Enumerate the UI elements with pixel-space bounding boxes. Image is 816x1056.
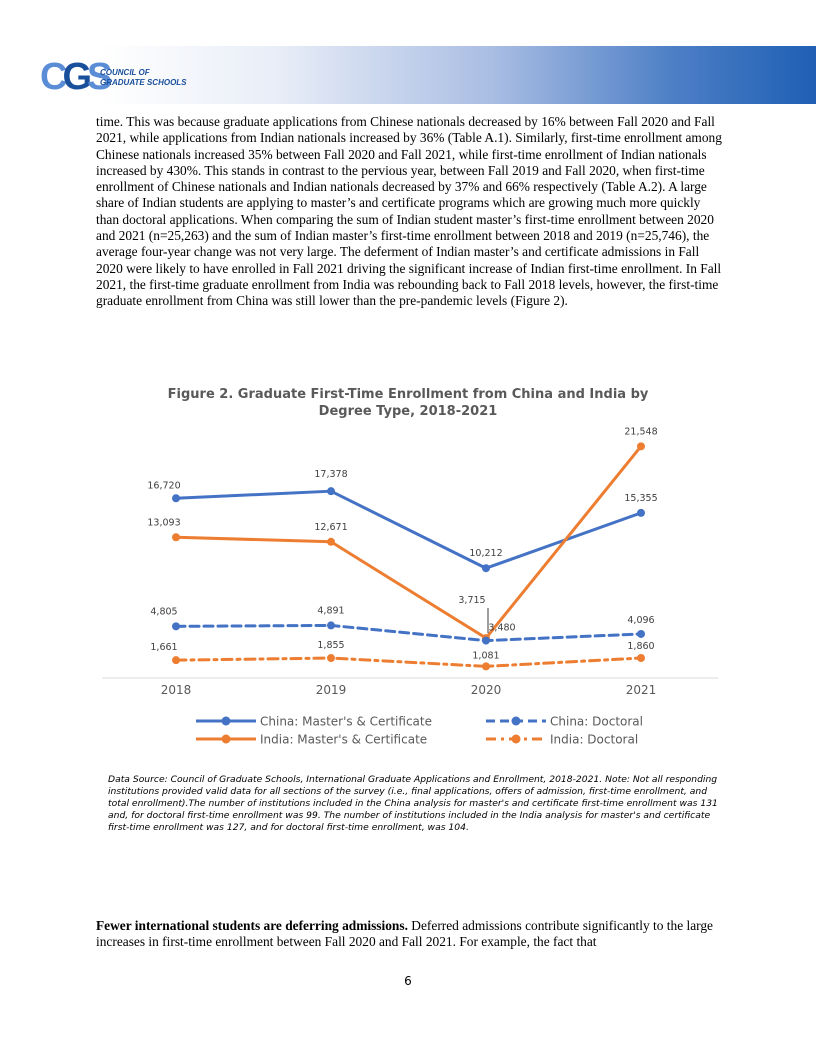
x-tick-label-2018: 2018 xyxy=(160,683,192,697)
data-label-s2-2: 3,480 xyxy=(488,622,516,634)
data-label-s3-0: 1,661 xyxy=(150,642,178,654)
data-point-s3-3 xyxy=(637,654,645,662)
data-label-s0-0: 16,720 xyxy=(147,480,181,492)
logo-line-1: COUNCIL OF xyxy=(100,68,150,77)
data-point-s2-0 xyxy=(172,622,180,630)
series-line-3 xyxy=(176,658,641,666)
x-tick-label-2021: 2021 xyxy=(625,683,657,697)
data-point-s3-0 xyxy=(172,656,180,664)
chart-title: Figure 2. Graduate First-Time Enrollment from China and India by Degree Type, 2018-2021 xyxy=(167,387,649,419)
paragraph-deferring-admissions xyxy=(96,918,722,951)
series-line-0 xyxy=(176,491,641,568)
data-point-s0-3 xyxy=(637,509,645,517)
data-point-s0-2 xyxy=(482,564,490,572)
data-point-s1-3 xyxy=(637,442,645,450)
paragraph-body: Deferred admissions contribute significantly to the large increases in first-time enrollment between Fall 2020 and Fall 2021. For example, the fact that xyxy=(96,918,714,950)
data-label-s2-3: 4,096 xyxy=(627,614,655,626)
data-label-s2-0: 4,805 xyxy=(150,606,178,618)
legend-swatch-marker-3 xyxy=(512,735,521,744)
data-label-s1-0: 13,093 xyxy=(147,517,181,529)
data-point-s1-0 xyxy=(172,533,180,541)
data-label-s0-3: 15,355 xyxy=(624,492,658,504)
paragraph-lead-heading: Fewer international students are deferring admissions. xyxy=(96,918,408,933)
series-line-2 xyxy=(176,622,641,640)
data-label-s0-1: 17,378 xyxy=(314,469,348,481)
series-line-1 xyxy=(176,446,641,638)
data-point-s1-1 xyxy=(327,538,335,546)
legend-swatch-marker-2 xyxy=(512,717,521,726)
data-point-s0-1 xyxy=(327,487,335,495)
data-point-s3-1 xyxy=(327,654,335,662)
data-point-s2-3 xyxy=(637,630,645,638)
legend-label-1: India: Master's & Certificate xyxy=(260,732,428,747)
x-tick-label-2019: 2019 xyxy=(315,683,347,697)
legend-label-3: India: Doctoral xyxy=(550,732,639,747)
data-label-s2-1: 4,891 xyxy=(317,605,345,617)
cgs-logo-mark: CGS xyxy=(40,56,108,98)
data-label-s1-1: 12,671 xyxy=(314,521,348,533)
data-point-s3-2 xyxy=(482,662,490,670)
legend-swatch-marker-1 xyxy=(222,735,231,744)
logo-line-2: GRADUATE SCHOOLS xyxy=(100,78,187,87)
data-label-s0-2: 10,212 xyxy=(469,548,503,560)
legend-swatch-marker-0 xyxy=(222,717,231,726)
data-label-s1-2: 3,715 xyxy=(458,595,486,607)
data-source-note: Data Source: Council of Graduate Schools, International Graduate Applications and Enrollment, 2018-2021. Note: Not all responding institutions provided valid data for all sections of the survey (i.e., final applications, offers of admission, first-time enrollment, and total enrollment).The number of institutions included in the China analysis for master's and certificate first-time enrollment was 131 and, for doctoral first-time enrollment was 99. The number of institutions included in the India analysis for master's and certificate first-time enrollment was 127, and for doctoral first-time enrollment, was 104. xyxy=(108,774,718,833)
body-paragraph: time. This was because graduate applications from Chinese nationals decreased by 16% between Fall 2020 and Fall 2021, while applications from Indian nationals increased by 36% (Table A.1). Similarly, first-time enrollment among Chinese nationals increased 35% between Fall 2020 and Fall 2021, while first-time enrollment of Indian nationals increased by 430%. This stands in contrast to the pervious year, between Fall 2019 and Fall 2020, when first-time enrollment of Chinese nationals and Indian nationals decreased by 37% and 66% respectively (Table A.2). A large share of Indian students are applying to master’s and certificate programs which are growing much more quickly than doctoral applications. When comparing the sum of Indian student master’s first-time enrollment between 2020 and 2021 (n=25,263) and the sum of Indian master’s first-time enrollment between 2018 and 2019 (n=25,746), the average four-year change was not very large. The deferment of Indian master’s and certificate admissions in Fall 2020 were likely to have enrolled in Fall 2021 driving the significant increase of Indian first-time enrollment. In Fall 2021, the first-time graduate enrollment from India was rebounding back to Fall 2018 levels, however, the first-time graduate enrollment from China was still lower than the pre-pandemic levels (Figure 2). xyxy=(96,114,722,309)
page-number: 6 xyxy=(404,974,412,988)
data-point-s2-2 xyxy=(482,637,490,645)
legend-label-2: China: Doctoral xyxy=(550,714,643,729)
data-point-s2-1 xyxy=(327,621,335,629)
legend-label-0: China: Master's & Certificate xyxy=(260,714,432,729)
data-point-s0-0 xyxy=(172,494,180,502)
data-label-s3-1: 1,855 xyxy=(317,640,345,652)
x-tick-label-2020: 2020 xyxy=(470,683,502,697)
data-label-s3-2: 1,081 xyxy=(472,650,500,662)
data-label-s1-3: 21,548 xyxy=(624,426,658,438)
data-label-s3-3: 1,860 xyxy=(627,641,655,653)
